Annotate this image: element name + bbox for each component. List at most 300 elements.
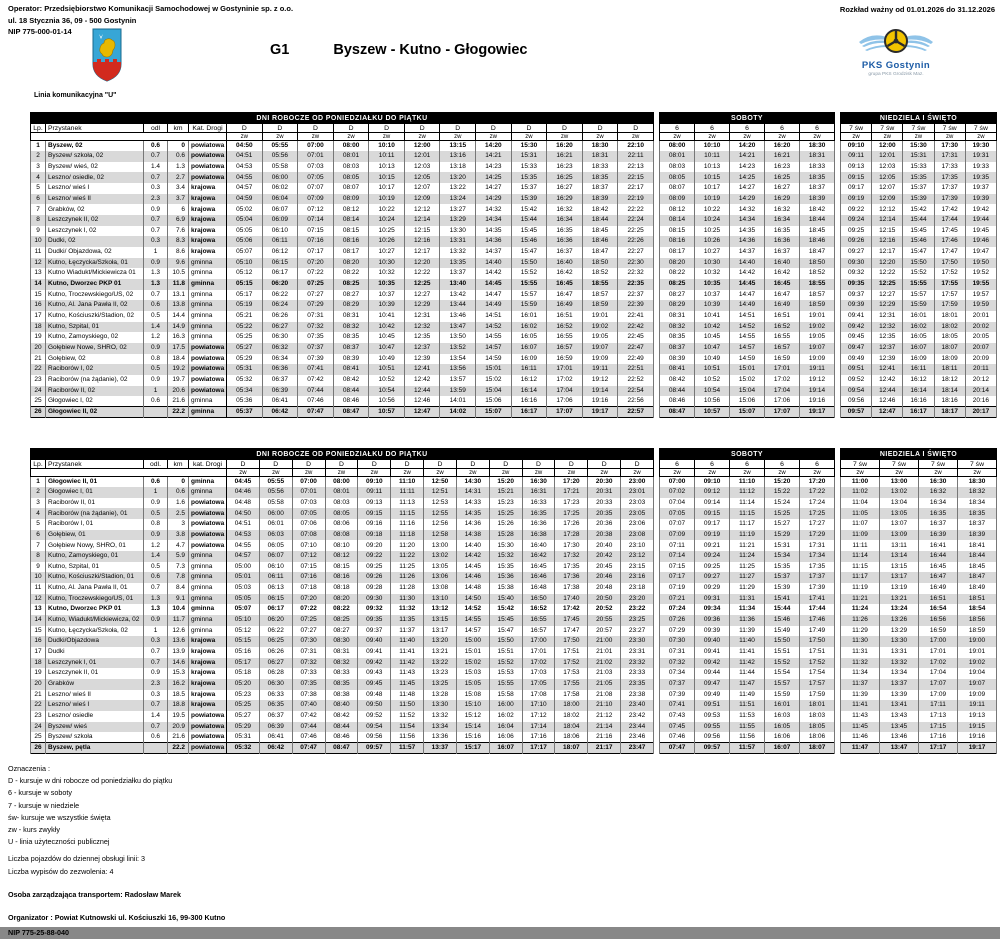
departure-time: 13:19 <box>880 583 919 594</box>
departure-time: 14:37 <box>730 247 765 258</box>
departure-time: 10:17 <box>695 183 730 194</box>
departure-time: 05:07 <box>227 247 263 258</box>
departure-time: 11:11 <box>841 540 880 551</box>
departure-time: 09:25 <box>841 226 872 237</box>
stop-row <box>660 375 835 386</box>
departure-time: 15:01 <box>476 364 512 375</box>
road-category: krajowa <box>189 679 227 690</box>
departure-time: 05:58 <box>259 498 292 509</box>
departure-time: 06:41 <box>262 396 298 407</box>
stop-distance: 1.4 <box>144 162 168 173</box>
departure-time: 17:28 <box>555 530 588 541</box>
departure-time: 11:55 <box>730 722 765 733</box>
departure-time: 08:27 <box>325 626 358 637</box>
departure-time: 15:37 <box>511 183 547 194</box>
departure-time: 18:33 <box>800 162 835 173</box>
stop-row <box>31 583 654 594</box>
departure-time: 05:20 <box>227 679 260 690</box>
departure-time: 07:14 <box>298 215 334 226</box>
departure-time: 16:05 <box>765 722 800 733</box>
departure-time: 11:52 <box>391 711 424 722</box>
departure-time: 15:46 <box>511 236 547 247</box>
stop-distance: 1 <box>144 487 168 498</box>
departure-time: 11:05 <box>841 508 880 519</box>
departure-time: 12:53 <box>424 498 457 509</box>
departure-time: 19:09 <box>800 354 835 365</box>
departure-time: 04:53 <box>227 162 263 173</box>
departure-time: 16:25 <box>765 172 800 183</box>
departure-time: 23:30 <box>621 636 654 647</box>
column-symbol-row <box>31 460 654 469</box>
stop-number: 14 <box>31 615 46 626</box>
departure-time: 05:27 <box>227 343 263 354</box>
departure-time: 19:07 <box>582 343 618 354</box>
departure-time: 20:31 <box>588 487 621 498</box>
departure-time: 17:04 <box>547 386 583 397</box>
stop-row <box>31 658 654 669</box>
departure-time: 12:58 <box>424 530 457 541</box>
stop-row <box>660 364 835 375</box>
departure-time: 11:07 <box>841 519 880 530</box>
stop-number: 6 <box>31 194 46 205</box>
stop-row <box>841 700 997 711</box>
course-type-label: zw <box>369 133 405 141</box>
departure-time: 07:37 <box>298 343 334 354</box>
departure-time: 17:59 <box>800 690 835 701</box>
departure-time: 23:27 <box>621 626 654 637</box>
departure-time: 16:39 <box>919 530 958 541</box>
departure-time: 11:41 <box>841 700 880 711</box>
departure-time: 11:17 <box>730 519 765 530</box>
stop-km: 1.3 <box>168 162 189 173</box>
departure-time: 07:31 <box>298 311 334 322</box>
departure-time: 10:15 <box>695 172 730 183</box>
departure-time: 11:26 <box>841 615 880 626</box>
departure-time: 12:15 <box>404 226 440 237</box>
stop-number: 15 <box>31 626 46 637</box>
departure-time: 12:00 <box>404 141 440 152</box>
stop-name: Byszew/ wieś, 02 <box>46 162 144 173</box>
stop-row <box>841 477 997 488</box>
departure-time: 16:59 <box>919 626 958 637</box>
road-category: gminna <box>189 322 227 333</box>
stop-row <box>31 594 654 605</box>
stop-name: Leszno/ osiedle, 02 <box>46 172 144 183</box>
departure-time: 07:10 <box>292 540 325 551</box>
departure-time: 09:40 <box>695 636 730 647</box>
stop-name: Głogowiec I, 02 <box>46 396 144 407</box>
departure-time: 19:13 <box>958 711 997 722</box>
road-category: krajowa <box>189 658 227 669</box>
departure-time: 15:35 <box>765 562 800 573</box>
departure-time: 07:24 <box>660 604 695 615</box>
departure-time: 15:44 <box>511 215 547 226</box>
stop-km: 16.2 <box>168 679 189 690</box>
header-kat: Kat. Drogi <box>189 124 227 133</box>
departure-time: 17:30 <box>555 540 588 551</box>
departure-time: 08:22 <box>333 268 369 279</box>
stop-row <box>31 194 654 205</box>
departure-time: 11:14 <box>730 498 765 509</box>
departure-time: 14:55 <box>476 332 512 343</box>
departure-time: 10:27 <box>695 247 730 258</box>
departure-time: 05:22 <box>227 322 263 333</box>
departure-time: 09:34 <box>695 604 730 615</box>
road-category: gminna <box>189 396 227 407</box>
departure-time: 11:53 <box>730 711 765 722</box>
departure-time: 10:10 <box>695 141 730 152</box>
stop-distance: 0.3 <box>144 236 168 247</box>
day-symbol: 7 św <box>958 460 997 469</box>
departure-time: 07:22 <box>292 604 325 615</box>
stop-row <box>841 332 997 343</box>
departure-time: 11:29 <box>841 626 880 637</box>
road-category: powiatowa <box>189 386 227 397</box>
stop-number: 17 <box>31 311 46 322</box>
departure-time: 13:57 <box>440 375 476 386</box>
departure-time: 06:07 <box>259 551 292 562</box>
departure-time: 17:30 <box>934 141 965 152</box>
stop-number: 12 <box>31 258 46 269</box>
stop-row <box>31 258 654 269</box>
departure-time: 15:17 <box>456 743 489 754</box>
stop-row <box>31 647 654 658</box>
stop-name: Gołębiew, 01 <box>46 530 144 541</box>
departure-time: 14:55 <box>730 332 765 343</box>
departure-time: 19:45 <box>965 226 996 237</box>
stop-distance: 0.5 <box>144 508 168 519</box>
day-symbol: D <box>227 460 260 469</box>
departure-time: 11:47 <box>841 743 880 754</box>
course-type-label: zw <box>621 469 654 477</box>
departure-time: 19:16 <box>800 396 835 407</box>
departure-time: 13:32 <box>424 711 457 722</box>
departure-time: 12:27 <box>404 290 440 301</box>
departure-time: 12:27 <box>872 290 903 301</box>
column-symbol-row <box>31 124 654 133</box>
departure-time: 16:17 <box>511 407 547 418</box>
departure-time: 22:47 <box>618 343 654 354</box>
departure-time: 06:17 <box>262 268 298 279</box>
departure-time: 11:56 <box>391 732 424 743</box>
departure-time: 07:05 <box>660 508 695 519</box>
departure-time: 07:32 <box>660 658 695 669</box>
weekday-table <box>30 448 654 754</box>
departure-time: 10:47 <box>695 343 730 354</box>
road-category: gminna <box>189 572 227 583</box>
road-category: krajowa <box>189 204 227 215</box>
stop-km: 8.4 <box>168 583 189 594</box>
departure-time: 17:02 <box>522 658 555 669</box>
stop-number: 7 <box>31 204 46 215</box>
stop-row <box>660 679 835 690</box>
departure-time: 19:11 <box>800 364 835 375</box>
departure-time: 07:06 <box>292 519 325 530</box>
departure-time: 17:44 <box>800 604 835 615</box>
departure-time: 13:27 <box>440 204 476 215</box>
departure-time: 16:30 <box>522 477 555 488</box>
departure-time: 10:30 <box>695 258 730 269</box>
departure-time: 14:45 <box>456 562 489 573</box>
day-symbol: D <box>358 460 391 469</box>
stop-row <box>841 562 997 573</box>
day-symbol: D <box>325 460 358 469</box>
departure-time: 18:31 <box>582 151 618 162</box>
departure-time: 15:55 <box>489 679 522 690</box>
day-symbol: D <box>456 460 489 469</box>
departure-time: 22:10 <box>618 141 654 152</box>
departure-time: 08:03 <box>333 162 369 173</box>
stop-name: Leszczynek II, 01 <box>46 668 144 679</box>
departure-time: 10:27 <box>369 247 405 258</box>
stop-km: 15.3 <box>168 668 189 679</box>
departure-time: 12:35 <box>404 332 440 343</box>
departure-time: 16:17 <box>903 407 934 418</box>
departure-time: 16:54 <box>919 604 958 615</box>
departure-time: 09:26 <box>841 236 872 247</box>
departure-time: 07:29 <box>660 626 695 637</box>
departure-time: 22:57 <box>618 407 654 418</box>
departure-time: 04:59 <box>227 194 263 205</box>
departure-time: 16:51 <box>547 311 583 322</box>
departure-time: 15:58 <box>489 690 522 701</box>
stop-row <box>31 562 654 573</box>
departure-time: 18:35 <box>582 172 618 183</box>
departure-time: 13:37 <box>424 743 457 754</box>
departure-time: 07:09 <box>660 530 695 541</box>
departure-time: 07:47 <box>660 743 695 754</box>
departure-time: 13:06 <box>424 572 457 583</box>
departure-time: 18:03 <box>800 711 835 722</box>
departure-time: 13:07 <box>880 519 919 530</box>
departure-time: 16:42 <box>547 268 583 279</box>
departure-time: 09:10 <box>358 477 391 488</box>
stop-row <box>841 151 997 162</box>
stop-row <box>841 530 997 541</box>
stop-row <box>660 183 835 194</box>
day-symbol: 7 św <box>934 124 965 133</box>
stop-km: 19.5 <box>168 711 189 722</box>
departure-time: 16:59 <box>547 354 583 365</box>
departure-time: 17:09 <box>919 690 958 701</box>
section-header-label: DNI ROBOCZE OD PONIEDZIAŁKU DO PIĄTKU <box>31 113 654 124</box>
course-type-label: zw <box>872 133 903 141</box>
header-km: km <box>168 124 189 133</box>
departure-time: 15:12 <box>456 711 489 722</box>
departure-time: 08:15 <box>333 226 369 237</box>
departure-time: 05:58 <box>262 162 298 173</box>
departure-time: 09:17 <box>841 183 872 194</box>
departure-time: 15:42 <box>489 604 522 615</box>
departure-time: 18:11 <box>934 364 965 375</box>
departure-time: 20:35 <box>588 508 621 519</box>
departure-time: 15:06 <box>476 396 512 407</box>
stop-km: 22.2 <box>168 407 189 418</box>
departure-time: 13:10 <box>424 594 457 605</box>
departure-time: 09:56 <box>358 732 391 743</box>
section-header-label: SOBOTY <box>660 113 835 124</box>
road-category: gminna <box>189 477 227 488</box>
departure-time: 07:33 <box>292 668 325 679</box>
departure-time: 05:02 <box>227 204 263 215</box>
departure-time: 20:57 <box>588 626 621 637</box>
departure-time: 18:52 <box>582 268 618 279</box>
departure-time: 08:27 <box>333 290 369 301</box>
departure-time: 09:54 <box>841 386 872 397</box>
departure-time: 11:45 <box>841 722 880 733</box>
departure-time: 12:01 <box>404 151 440 162</box>
departure-time: 10:56 <box>369 396 405 407</box>
departure-time: 16:34 <box>919 498 958 509</box>
departure-time: 12:14 <box>872 215 903 226</box>
departure-time: 08:44 <box>333 386 369 397</box>
departure-time: 08:37 <box>660 343 695 354</box>
stop-row <box>841 690 997 701</box>
departure-time: 17:08 <box>522 690 555 701</box>
departure-time: 11:42 <box>730 658 765 669</box>
departure-time: 14:45 <box>730 279 765 290</box>
departure-time: 10:49 <box>695 354 730 365</box>
section-header-label: SOBOTY <box>660 449 835 460</box>
stop-row <box>31 743 654 754</box>
course-type-label: zw <box>660 469 695 477</box>
stop-km: 18.5 <box>168 690 189 701</box>
departure-time: 07:46 <box>298 396 334 407</box>
departure-time: 10:32 <box>369 268 405 279</box>
departure-time: 21:17 <box>588 743 621 754</box>
stop-row <box>841 711 997 722</box>
departure-time: 07:25 <box>292 615 325 626</box>
departure-time: 22:35 <box>618 279 654 290</box>
departure-time: 20:16 <box>965 396 996 407</box>
departure-time: 15:35 <box>511 172 547 183</box>
departure-time: 17:01 <box>919 647 958 658</box>
departure-time: 17:45 <box>934 226 965 237</box>
stop-km: 4.7 <box>168 540 189 551</box>
departure-time: 08:17 <box>333 247 369 258</box>
departure-time: 09:52 <box>358 711 391 722</box>
day-symbol: D <box>522 460 555 469</box>
departure-time: 08:14 <box>660 215 695 226</box>
departure-time: 17:52 <box>555 658 588 669</box>
departure-time: 11:15 <box>391 508 424 519</box>
header-stop: Przystanek <box>46 460 144 469</box>
departure-time: 15:25 <box>765 508 800 519</box>
departure-time: 14:40 <box>476 258 512 269</box>
departure-time: 13:23 <box>424 668 457 679</box>
course-type-label: zw <box>227 133 263 141</box>
stop-number: 21 <box>31 690 46 701</box>
stop-distance: 0.7 <box>144 172 168 183</box>
departure-time: 16:47 <box>919 572 958 583</box>
departure-time: 13:30 <box>424 700 457 711</box>
departure-time: 15:49 <box>765 626 800 637</box>
departure-time: 17:47 <box>555 626 588 637</box>
course-type-label: zw <box>547 133 583 141</box>
departure-time: 23:15 <box>621 562 654 573</box>
stop-row <box>31 396 654 407</box>
stop-row <box>841 743 997 754</box>
departure-time: 16:57 <box>765 343 800 354</box>
departure-time: 15:23 <box>489 498 522 509</box>
stop-row <box>841 722 997 733</box>
departure-time: 05:29 <box>227 354 263 365</box>
departure-time: 17:51 <box>555 647 588 658</box>
departure-time: 18:04 <box>555 722 588 733</box>
stop-number: 10 <box>31 572 46 583</box>
departure-time: 12:47 <box>404 407 440 418</box>
departure-time: 06:17 <box>259 604 292 615</box>
road-category: powiatowa <box>189 530 227 541</box>
departure-time: 06:41 <box>259 732 292 743</box>
departure-time: 07:00 <box>298 141 334 152</box>
departure-time: 15:52 <box>765 658 800 669</box>
departure-time: 07:46 <box>660 732 695 743</box>
departure-time: 17:15 <box>919 722 958 733</box>
departure-time: 15:59 <box>903 300 934 311</box>
road-category: gminna <box>189 594 227 605</box>
stop-number: 14 <box>31 279 46 290</box>
departure-time: 06:24 <box>262 300 298 311</box>
departure-time: 19:09 <box>582 354 618 365</box>
departure-time: 12:50 <box>424 477 457 488</box>
stop-km: 11.8 <box>168 279 189 290</box>
departure-time: 14:32 <box>476 204 512 215</box>
departure-time: 18:14 <box>934 386 965 397</box>
departure-time: 19:07 <box>800 343 835 354</box>
stop-row <box>660 594 835 605</box>
stop-row <box>841 364 997 375</box>
column-symbol-row <box>841 460 997 469</box>
departure-time: 14:42 <box>456 551 489 562</box>
departure-time: 18:39 <box>582 194 618 205</box>
course-type-label: zw <box>800 133 835 141</box>
legend-item: U - linia użyteczności publicznej <box>8 837 110 847</box>
departure-time: 12:07 <box>872 183 903 194</box>
course-type-label: zw <box>919 469 958 477</box>
stop-name: Kutno, Al. Jana Pawła II, 01 <box>46 583 144 594</box>
legend-item: zw - kurs zwykły <box>8 825 60 835</box>
departure-time: 12:22 <box>872 268 903 279</box>
stop-distance: 1.3 <box>144 279 168 290</box>
departure-time: 15:45 <box>511 226 547 237</box>
departure-time: 18:39 <box>958 530 997 541</box>
departure-time: 19:42 <box>965 204 996 215</box>
departure-time: 15:07 <box>476 407 512 418</box>
departure-time: 06:37 <box>259 711 292 722</box>
day-symbol: 6 <box>730 124 765 133</box>
departure-time: 07:15 <box>298 226 334 237</box>
departure-time: 14:37 <box>476 247 512 258</box>
departure-time: 16:49 <box>547 300 583 311</box>
departure-time: 17:44 <box>934 215 965 226</box>
day-symbol: 6 <box>660 460 695 469</box>
departure-time: 09:19 <box>841 194 872 205</box>
departure-time: 11:28 <box>391 583 424 594</box>
departure-time: 07:46 <box>292 732 325 743</box>
departure-time: 12:42 <box>872 375 903 386</box>
departure-time: 14:57 <box>476 343 512 354</box>
departure-time: 09:27 <box>695 572 730 583</box>
departure-time: 15:57 <box>765 679 800 690</box>
departure-time: 11:57 <box>391 743 424 754</box>
departure-time: 05:31 <box>227 732 260 743</box>
departure-time: 11:25 <box>391 562 424 573</box>
course-type-label: zw <box>476 133 512 141</box>
course-type-label: zw <box>800 469 835 477</box>
departure-time: 13:16 <box>440 151 476 162</box>
departure-time: 06:13 <box>259 583 292 594</box>
